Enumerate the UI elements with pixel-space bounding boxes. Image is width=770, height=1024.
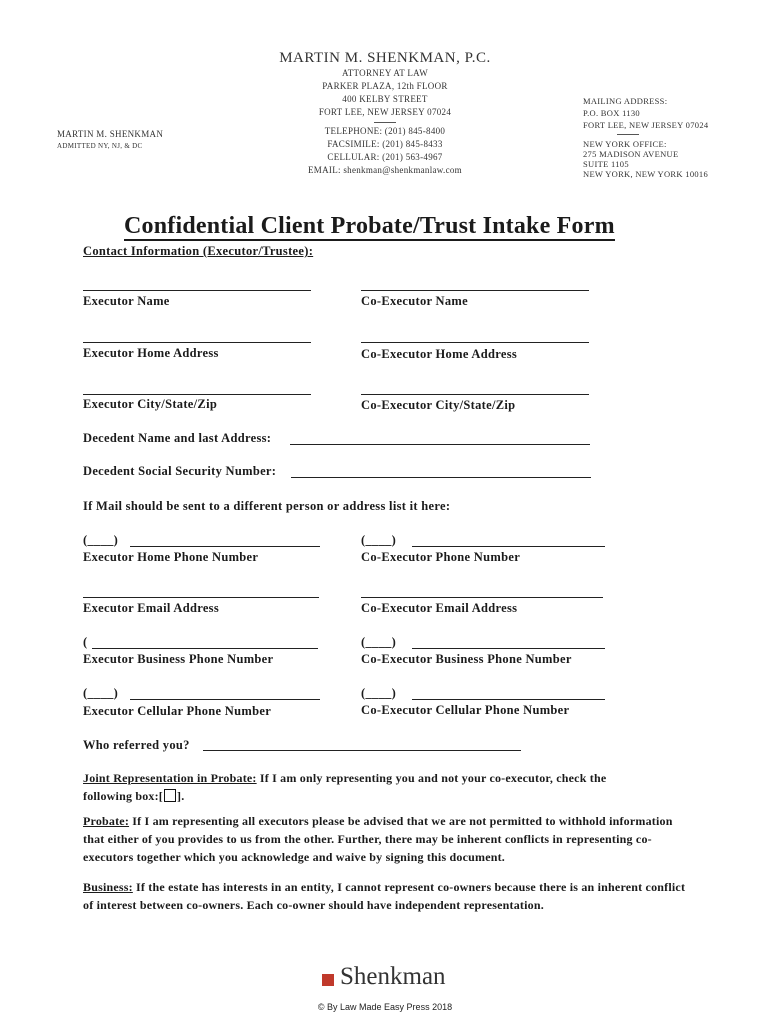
business-text: If the estate has interests in an entity, I cannot represent co-owners because there is an inherent conflict of interest between co-owners. Each co-owner should have independent representation. bbox=[83, 880, 686, 912]
mailing-label: MAILING ADDRESS: bbox=[583, 96, 668, 106]
coexecutor-cell-phone-prefix: (____) bbox=[361, 686, 397, 700]
joint-text2-end: ]. bbox=[177, 789, 185, 803]
executor-email-line[interactable] bbox=[83, 597, 319, 598]
telephone: TELEPHONE: (201) 845-8400 bbox=[324, 126, 446, 136]
joint-representation-paragraph bbox=[83, 769, 693, 805]
who-referred-line[interactable] bbox=[203, 750, 521, 751]
decedent-ssn-line[interactable] bbox=[291, 477, 591, 478]
email: EMAIL: shenkman@shenkmanlaw.com bbox=[308, 165, 462, 175]
mailing-divider bbox=[617, 134, 639, 135]
joint-text2-start: following box:[ bbox=[83, 789, 164, 803]
executor-business-phone-prefix: ( bbox=[83, 635, 88, 649]
mail-different-label: If Mail should be sent to a different person or address list it here: bbox=[83, 499, 451, 513]
executor-name-label: Executor Name bbox=[83, 294, 170, 308]
executor-home-address-line[interactable] bbox=[83, 342, 311, 343]
executor-city-label: Executor City/State/Zip bbox=[83, 397, 218, 411]
decedent-ssn-label: Decedent Social Security Number: bbox=[83, 464, 277, 478]
contact-heading: Contact Information (Executor/Trustee): bbox=[83, 244, 314, 258]
executor-home-phone-prefix: (____) bbox=[83, 533, 119, 547]
shenkman-logo-text: Shenkman bbox=[340, 963, 446, 990]
executor-city-line[interactable] bbox=[83, 394, 311, 395]
ny-address1: 275 MADISON AVENUE bbox=[583, 149, 679, 159]
facsimile: FACSIMILE: (201) 845-8433 bbox=[327, 139, 443, 149]
executor-cell-phone-line[interactable] bbox=[130, 699, 320, 700]
executor-business-phone-line[interactable] bbox=[92, 648, 318, 649]
coexecutor-home-address-label: Co-Executor Home Address bbox=[361, 347, 518, 361]
executor-business-phone-label: Executor Business Phone Number bbox=[83, 652, 274, 666]
coexecutor-email-line[interactable] bbox=[361, 597, 603, 598]
coexecutor-name-line[interactable] bbox=[361, 290, 589, 291]
coexecutor-city-label: Co-Executor City/State/Zip bbox=[361, 398, 516, 412]
who-referred-label: Who referred you? bbox=[83, 738, 190, 752]
executor-cell-phone-label: Executor Cellular Phone Number bbox=[83, 704, 272, 718]
coexecutor-name-label: Co-Executor Name bbox=[361, 294, 468, 308]
coexecutor-cell-phone-label: Co-Executor Cellular Phone Number bbox=[361, 703, 570, 717]
ny-office-label: NEW YORK OFFICE: bbox=[583, 139, 667, 149]
coexecutor-business-phone-prefix: (____) bbox=[361, 635, 397, 649]
address-line1: PARKER PLAZA, 12th FLOOR bbox=[322, 81, 448, 91]
header-divider bbox=[374, 122, 396, 123]
attorney-at-law: ATTORNEY AT LAW bbox=[341, 68, 429, 78]
executor-email-label: Executor Email Address bbox=[83, 601, 220, 615]
probate-heading: Probate: bbox=[83, 814, 130, 828]
firm-name: MARTIN M. SHENKMAN, P.C. bbox=[279, 50, 491, 66]
probate-paragraph bbox=[83, 812, 695, 866]
coexecutor-email-label: Co-Executor Email Address bbox=[361, 601, 518, 615]
admitted-jurisdictions: ADMITTED NY, NJ, & DC bbox=[57, 142, 143, 150]
executor-name-line[interactable] bbox=[83, 290, 311, 291]
address-line3: FORT LEE, NEW JERSEY 07024 bbox=[318, 107, 452, 117]
joint-representation-checkbox[interactable] bbox=[164, 789, 176, 802]
copyright: © By Law Made Easy Press 2018 bbox=[317, 1002, 453, 1012]
coexecutor-city-line[interactable] bbox=[361, 394, 589, 395]
executor-home-phone-line[interactable] bbox=[130, 546, 320, 547]
coexecutor-business-phone-line[interactable] bbox=[412, 648, 605, 649]
decedent-name-line[interactable] bbox=[290, 444, 590, 445]
business-paragraph bbox=[83, 878, 695, 914]
decedent-name-label: Decedent Name and last Address: bbox=[83, 431, 272, 445]
address-line2: 400 KELBY STREET bbox=[342, 94, 428, 104]
mailing-city: FORT LEE, NEW JERSEY 07024 bbox=[583, 120, 709, 130]
coexecutor-home-address-line[interactable] bbox=[361, 342, 589, 343]
ny-address2: SUITE 1105 bbox=[583, 159, 629, 169]
mailing-box: P.O. BOX 1130 bbox=[583, 108, 640, 118]
coexecutor-phone-label: Co-Executor Phone Number bbox=[361, 550, 521, 564]
executor-home-phone-label: Executor Home Phone Number bbox=[83, 550, 259, 564]
coexecutor-phone-line[interactable] bbox=[412, 546, 605, 547]
probate-text: If I am representing all executors please be advised that we are not permitted to withhold information that either of you provides to us from the other. Further, there may be inherent conflicts in representing co-executors together which you acknowledge and waive by signing this document. bbox=[83, 814, 673, 864]
ny-city: NEW YORK, NEW YORK 10016 bbox=[583, 169, 709, 179]
shenkman-logo-mark-icon bbox=[322, 974, 334, 986]
joint-heading: Joint Representation in Probate: bbox=[83, 771, 257, 785]
executor-home-address-label: Executor Home Address bbox=[83, 346, 219, 360]
coexecutor-business-phone-label: Co-Executor Business Phone Number bbox=[361, 652, 572, 666]
form-title: Confidential Client Probate/Trust Intake Form bbox=[124, 213, 615, 239]
attorney-name: MARTIN M. SHENKMAN bbox=[57, 129, 164, 139]
coexecutor-phone-prefix: (____) bbox=[361, 533, 397, 547]
executor-cell-phone-prefix: (____) bbox=[83, 686, 119, 700]
joint-text: If I am only representing you and not your co-executor, check the bbox=[256, 771, 607, 785]
business-heading: Business: bbox=[83, 880, 133, 894]
coexecutor-cell-phone-line[interactable] bbox=[412, 699, 605, 700]
cellular: CELLULAR: (201) 563-4967 bbox=[327, 152, 443, 162]
